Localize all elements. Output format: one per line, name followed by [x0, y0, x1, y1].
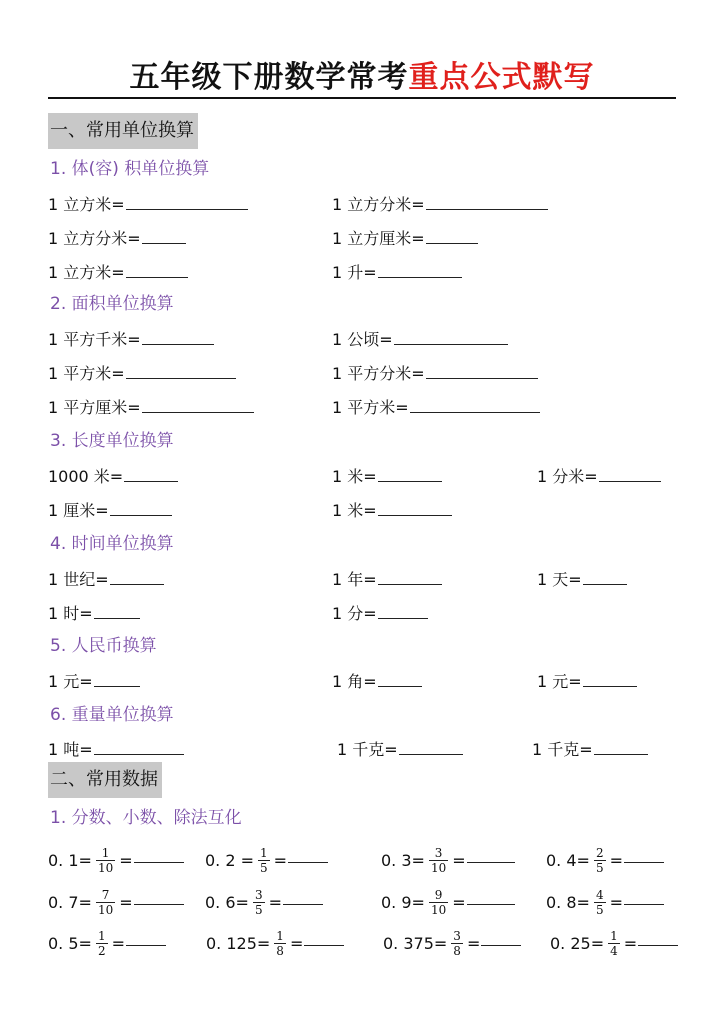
title-divider	[48, 97, 676, 99]
answer-blank[interactable]	[594, 736, 648, 755]
volume-row-2	[0, 225, 724, 251]
answer-blank[interactable]	[399, 736, 463, 755]
page-title	[0, 58, 724, 98]
answer-blank[interactable]	[378, 463, 442, 482]
fraction: $\frac{2}{5}$	[595, 845, 604, 875]
time-row-1	[0, 566, 724, 592]
subheading-volume: 1. 体(容) 积单位换算	[50, 159, 210, 179]
answer-blank[interactable]	[304, 923, 344, 946]
answer-blank[interactable]	[126, 259, 188, 278]
answer-blank[interactable]	[94, 736, 184, 755]
volume-row-3	[0, 259, 724, 285]
decimal-label: 0. 9=	[381, 892, 425, 912]
item-label: 1 米=	[332, 467, 377, 486]
item-label: 1 平方米=	[332, 398, 409, 417]
item-label: 1 吨=	[48, 740, 93, 759]
answer-blank[interactable]	[94, 668, 140, 687]
decimal-label: 0. 5=	[48, 933, 92, 953]
subheading-length: 3. 长度单位换算	[50, 431, 174, 451]
item-label: 1 天=	[537, 570, 582, 589]
answer-blank[interactable]	[426, 360, 538, 379]
answer-blank[interactable]	[283, 882, 323, 905]
answer-blank[interactable]	[94, 600, 140, 619]
length-row-2	[0, 497, 724, 523]
decimal-label: 0. 2 =	[205, 850, 255, 870]
item-label: 1 世纪=	[48, 570, 109, 589]
item-label: 1 年=	[332, 570, 377, 589]
answer-blank[interactable]	[378, 259, 462, 278]
item-label: 1 平方米=	[48, 364, 125, 383]
answer-blank[interactable]	[126, 923, 166, 946]
area-row-2	[0, 360, 724, 386]
weight-row-1	[0, 736, 724, 762]
answer-blank[interactable]	[378, 600, 428, 619]
item-label: 1 公顷=	[332, 330, 393, 349]
answer-blank[interactable]	[467, 882, 515, 905]
item-label: 1 立方米=	[48, 263, 125, 282]
item-label: 1 分米=	[537, 467, 598, 486]
fraction: $\frac{3}{10}$	[430, 845, 447, 875]
item-label: 1 平方分米=	[332, 364, 425, 383]
subheading-time: 4. 时间单位换算	[50, 534, 174, 554]
money-row-1	[0, 668, 724, 694]
answer-blank[interactable]	[142, 326, 214, 345]
section-heading-common-data: 二、常用数据	[48, 762, 162, 798]
item-label: 1 元=	[48, 672, 93, 691]
decimal-label: 0. 3=	[381, 850, 425, 870]
answer-blank[interactable]	[126, 360, 236, 379]
item-label: 1 元=	[537, 672, 582, 691]
area-row-1	[0, 326, 724, 352]
answer-blank[interactable]	[426, 225, 478, 244]
answer-blank[interactable]	[126, 191, 248, 210]
item-label: 1 立方米=	[48, 195, 125, 214]
fraction: $\frac{1}{10}$	[97, 845, 114, 875]
fraction: $\frac{1}{5}$	[260, 845, 268, 875]
answer-blank[interactable]	[624, 840, 664, 863]
decimal-label: 0. 4=	[546, 850, 590, 870]
answer-blank[interactable]	[378, 668, 422, 687]
item-label: 1 角=	[332, 672, 377, 691]
title-black: 五年级下册数学常考	[129, 60, 409, 95]
answer-blank[interactable]	[481, 923, 521, 946]
answer-blank[interactable]	[410, 394, 540, 413]
decimal-label: 0. 1=	[48, 850, 92, 870]
answer-blank[interactable]	[583, 566, 627, 585]
answer-blank[interactable]	[599, 463, 661, 482]
fraction-row-1: 0. 1= $\frac{1}{10}$ = 0. 2 = $\frac{1}{5}$ = 0. 3= $\frac{3}{10}$ = 0. 4= $\frac{2}{5}$ =	[0, 840, 724, 880]
answer-blank[interactable]	[134, 882, 184, 905]
length-row-1	[0, 463, 724, 489]
fraction: $\frac{3}{8}$	[453, 928, 461, 958]
subheading-fraction: 1. 分数、小数、除法互化	[50, 808, 242, 828]
decimal-label: 0. 7=	[48, 892, 92, 912]
volume-row-1	[0, 191, 724, 217]
answer-blank[interactable]	[638, 923, 678, 946]
title-red: 重点公式默写	[408, 60, 595, 95]
fraction: $\frac{3}{5}$	[254, 887, 263, 917]
item-label: 1000 米=	[48, 467, 124, 486]
decimal-label: 0. 8=	[546, 892, 590, 912]
fraction-row-2: 0. 7= $\frac{7}{10}$ = 0. 6= $\frac{3}{5}$ = 0. 9= $\frac{9}{10}$ = 0. 8= $\frac{4}{5}$ =	[0, 882, 724, 922]
item-label: 1 立方厘米=	[332, 229, 425, 248]
answer-blank[interactable]	[426, 191, 548, 210]
item-label: 1 立方分米=	[332, 195, 425, 214]
area-row-3	[0, 394, 724, 420]
fraction: $\frac{7}{10}$	[97, 887, 114, 917]
item-label: 1 千克=	[532, 740, 593, 759]
answer-blank[interactable]	[394, 326, 508, 345]
answer-blank[interactable]	[124, 463, 178, 482]
decimal-label: 0. 375=	[383, 933, 448, 953]
item-label: 1 平方千米=	[48, 330, 141, 349]
item-label: 1 米=	[332, 501, 377, 520]
item-label: 1 平方厘米=	[48, 398, 141, 417]
answer-blank[interactable]	[378, 497, 452, 516]
fraction: $\frac{4}{5}$	[595, 887, 604, 917]
item-label: 1 升=	[332, 263, 377, 282]
item-label: 1 立方分米=	[48, 229, 141, 248]
fraction: $\frac{1}{4}$	[610, 928, 618, 958]
item-label: 1 时=	[48, 604, 93, 623]
fraction-row-3: 0. 5= $\frac{1}{2}$ = 0. 125= $\frac{1}{8}$ = 0. 375= $\frac{3}{8}$ = 0. 25= $\frac{1}{4}$ =	[0, 923, 724, 963]
answer-blank[interactable]	[134, 840, 184, 863]
item-label: 1 分=	[332, 604, 377, 623]
decimal-label: 0. 125=	[206, 933, 271, 953]
decimal-label: 0. 25=	[550, 933, 605, 953]
answer-blank[interactable]	[378, 566, 442, 585]
answer-blank[interactable]	[142, 394, 254, 413]
answer-blank[interactable]	[142, 225, 186, 244]
fraction: $\frac{1}{2}$	[97, 928, 106, 958]
answer-blank[interactable]	[467, 840, 515, 863]
answer-blank[interactable]	[110, 566, 164, 585]
section-heading-unit-conversion: 一、常用单位换算	[48, 113, 198, 149]
answer-blank[interactable]	[110, 497, 172, 516]
subheading-weight: 6. 重量单位换算	[50, 705, 174, 725]
item-label: 1 千克=	[337, 740, 398, 759]
subheading-money: 5. 人民币换算	[50, 636, 157, 656]
answer-blank[interactable]	[288, 840, 328, 863]
item-label: 1 厘米=	[48, 501, 109, 520]
fraction: $\frac{9}{10}$	[430, 887, 447, 917]
time-row-2	[0, 600, 724, 626]
answer-blank[interactable]	[624, 882, 664, 905]
subheading-area: 2. 面积单位换算	[50, 294, 174, 314]
decimal-label: 0. 6=	[205, 892, 249, 912]
answer-blank[interactable]	[583, 668, 637, 687]
fraction: $\frac{1}{8}$	[276, 928, 284, 958]
